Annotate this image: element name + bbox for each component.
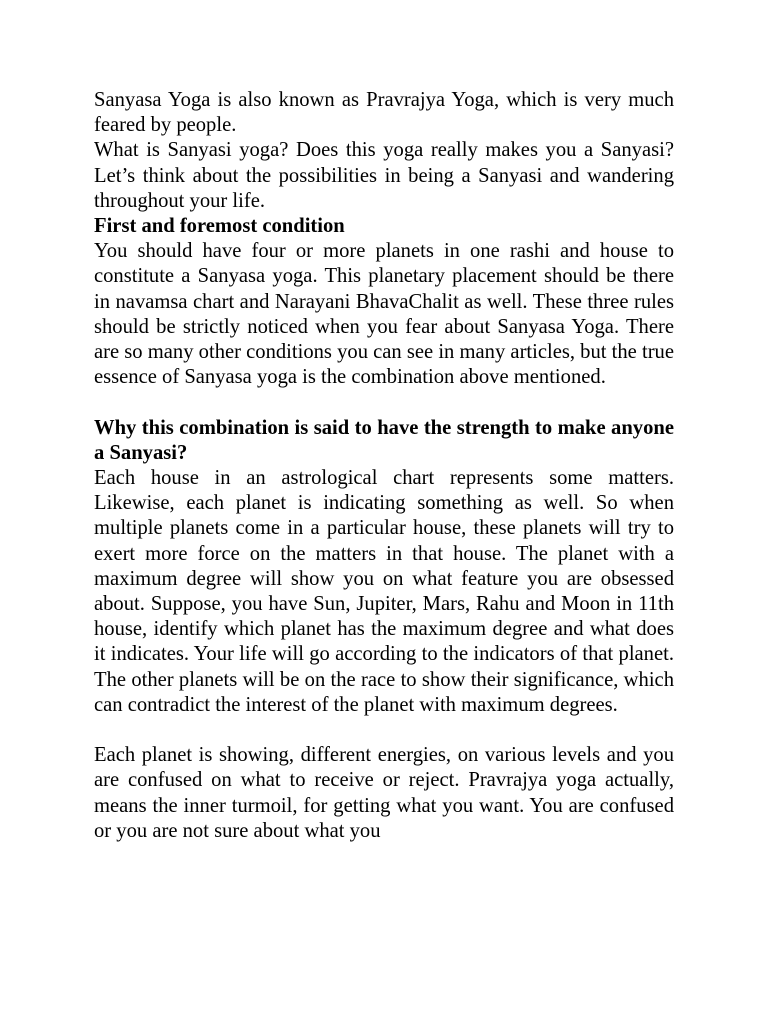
paragraph-spacer [94, 390, 674, 415]
body-paragraph-1: You should have four or more planets in one rashi and house to constitute a Sanyasa yoga. This planetary placement should be there in navamsa chart and Narayani BhavaChalit as well. These three rules should be strictly noticed when you fear about Sanyasa Yoga. There are so many other conditions you can see in many articles, but the true essence of Sanyasa yoga is the combination above mentioned. [94, 240, 674, 389]
intro-paragraph-2: What is Sanyasi yoga? Does this yoga really makes you a Sanyasi? Let’s think about the possibilities in being a Sanyasi and wandering throughout your life. [94, 139, 674, 212]
intro-paragraph-1: Sanyasa Yoga is also known as Pravrajya Yoga, which is very much feared by people. [94, 89, 674, 137]
section-heading-first-condition: First and foremost condition [94, 215, 345, 238]
document-page [94, 88, 674, 844]
paragraph-spacer [94, 718, 674, 743]
body-paragraph-2: Each house in an astrological chart represents some matters. Likewise, each planet is indicating something as well. So when multiple planets come in a particular house, these planets will try to exert more force on the matters in that house. The planet with a maximum degree will show you on what feature you are obsessed about. Suppose, you have Sun, Jupiter, Mars, Rahu and Moon in 11th house, identify which planet has the maximum degree and what does it indicates. Your life will go according to the indicators of that planet. The other planets will be on the race to show their significance, which can contradict the interest of the planet with maximum degrees. [94, 467, 674, 716]
section-heading-why-combination: Why this combination is said to have the strength to make anyone a Sanyasi? [94, 416, 674, 464]
body-paragraph-3: Each planet is showing, different energies, on various levels and you are confused on what to receive or reject. Pravrajya yoga actually, means the inner turmoil, for getting what you want. You are confused or you are not sure about what you [94, 744, 674, 842]
